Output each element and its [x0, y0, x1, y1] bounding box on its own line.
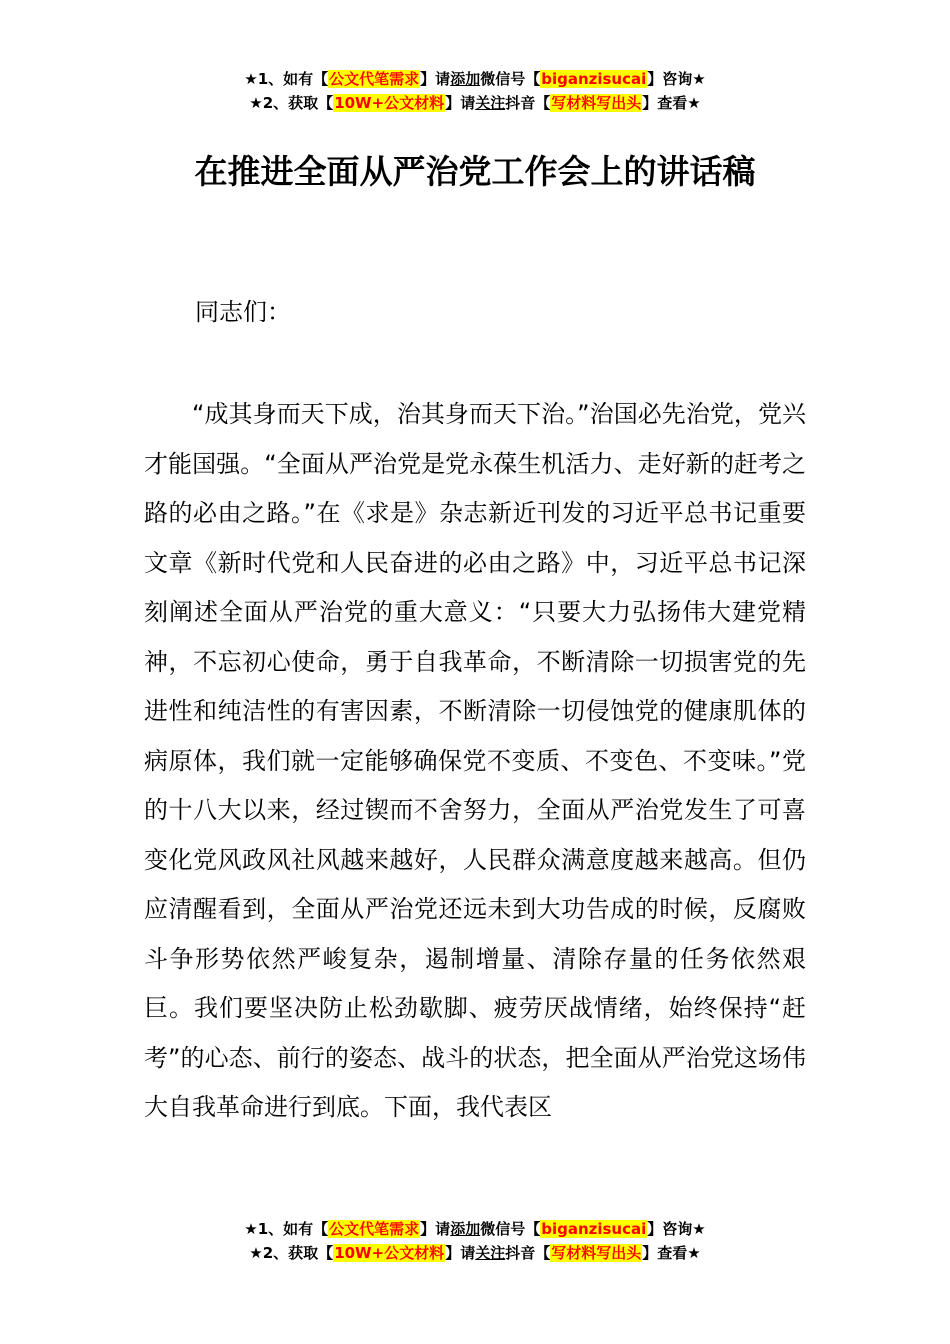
bottom-banner-line-1 [0, 1217, 950, 1241]
banner-underlined-follow: 关注 [475, 94, 506, 112]
bottom-banner-line-1-mid2: 微信号【 [480, 1220, 541, 1238]
bottom-banner-line-1-suffix: 】咨询★ [647, 1220, 706, 1238]
banner-highlight-douyin: 写材料写出头 [551, 94, 642, 112]
banner-underlined-add: 添加 [450, 70, 481, 88]
banner-line-1-mid: 】请 [420, 70, 451, 88]
banner-line-2-prefix: ★2、获取【 [249, 94, 334, 112]
banner-highlight-materials: 10W+公文材料 [334, 94, 445, 112]
banner-line-2-suffix: 】查看★ [642, 94, 701, 112]
banner-line-1-prefix: ★1、如有【 [244, 70, 329, 88]
bottom-banner-line-2-suffix: 】查看★ [642, 1244, 701, 1262]
bottom-banner-line-1-prefix: ★1、如有【 [244, 1220, 329, 1238]
body-paragraph: “成其身而天下成，治其身而天下治。”治国必先治党，党兴才能国强。“全面从严治党是党永葆生机活力、走好新的赶考之路的必由之路。”在《求是》杂志新近刊发的习近平总书记重要文章《新时代党和人民奋进的必由之路》中，习近平总书记深刻阐述全面从严治党的重大意义：“只要大力弘扬伟大建党精神，不忘初心使命，勇于自我革命，不断清除一切损害党的先进性和纯洁性的有害因素，不断清除一切侵蚀党的健康肌体的病原体，我们就一定能够确保党不变质、不变色、不变味。”党的十八大以来，经过锲而不舍努力，全面从严治党发生了可喜变化党风政风社风越来越好，人民群众满意度越来越高。但仍应清醒看到，全面从严治党还远未到大功告成的时候，反腐败斗争形势依然严峻复杂，遏制增量、清除存量的任务依然艰巨。我们要坚决防止松劲歇脚、疲劳厌战情绪，始终保持“赶考”的心态、前行的姿态、战斗的状态，把全面从严治党这场伟大自我革命进行到底。下面，我代表区 [144, 400, 806, 1121]
bottom-banner-highlight-douyin: 写材料写出头 [551, 1244, 642, 1262]
banner-line-2-mid2: 抖音【 [505, 94, 551, 112]
bottom-banner-line-1-mid: 】请 [420, 1220, 451, 1238]
bottom-banner-line-2-prefix: ★2、获取【 [249, 1244, 334, 1262]
bottom-banner-underlined-follow: 关注 [475, 1244, 506, 1262]
bottom-banner-line-2-mid2: 抖音【 [505, 1244, 551, 1262]
banner-line-1-mid2: 微信号【 [480, 70, 541, 88]
document-title: 在推进全面从严治党工作会上的讲话稿 [194, 152, 756, 191]
banner-highlight-wechat-id: biganzisucai [541, 70, 647, 88]
banner-line-2-mid: 】请 [445, 94, 476, 112]
banner-line-1 [0, 67, 950, 91]
bottom-banner-highlight-service: 公文代笔需求 [329, 1220, 420, 1238]
bottom-banner-underlined-add: 添加 [450, 1220, 481, 1238]
bottom-banner-line-2-mid: 】请 [445, 1244, 476, 1262]
greeting: 同志们： [195, 298, 291, 326]
bottom-banner-line-2 [0, 1241, 950, 1265]
banner-line-1-suffix: 】咨询★ [647, 70, 706, 88]
banner-line-2 [0, 91, 950, 115]
bottom-banner-highlight-wechat-id: biganzisucai [541, 1220, 647, 1238]
banner-highlight-service: 公文代笔需求 [329, 70, 420, 88]
bottom-banner [0, 1217, 950, 1265]
bottom-banner-highlight-materials: 10W+公文材料 [334, 1244, 445, 1262]
top-banner [0, 67, 950, 115]
